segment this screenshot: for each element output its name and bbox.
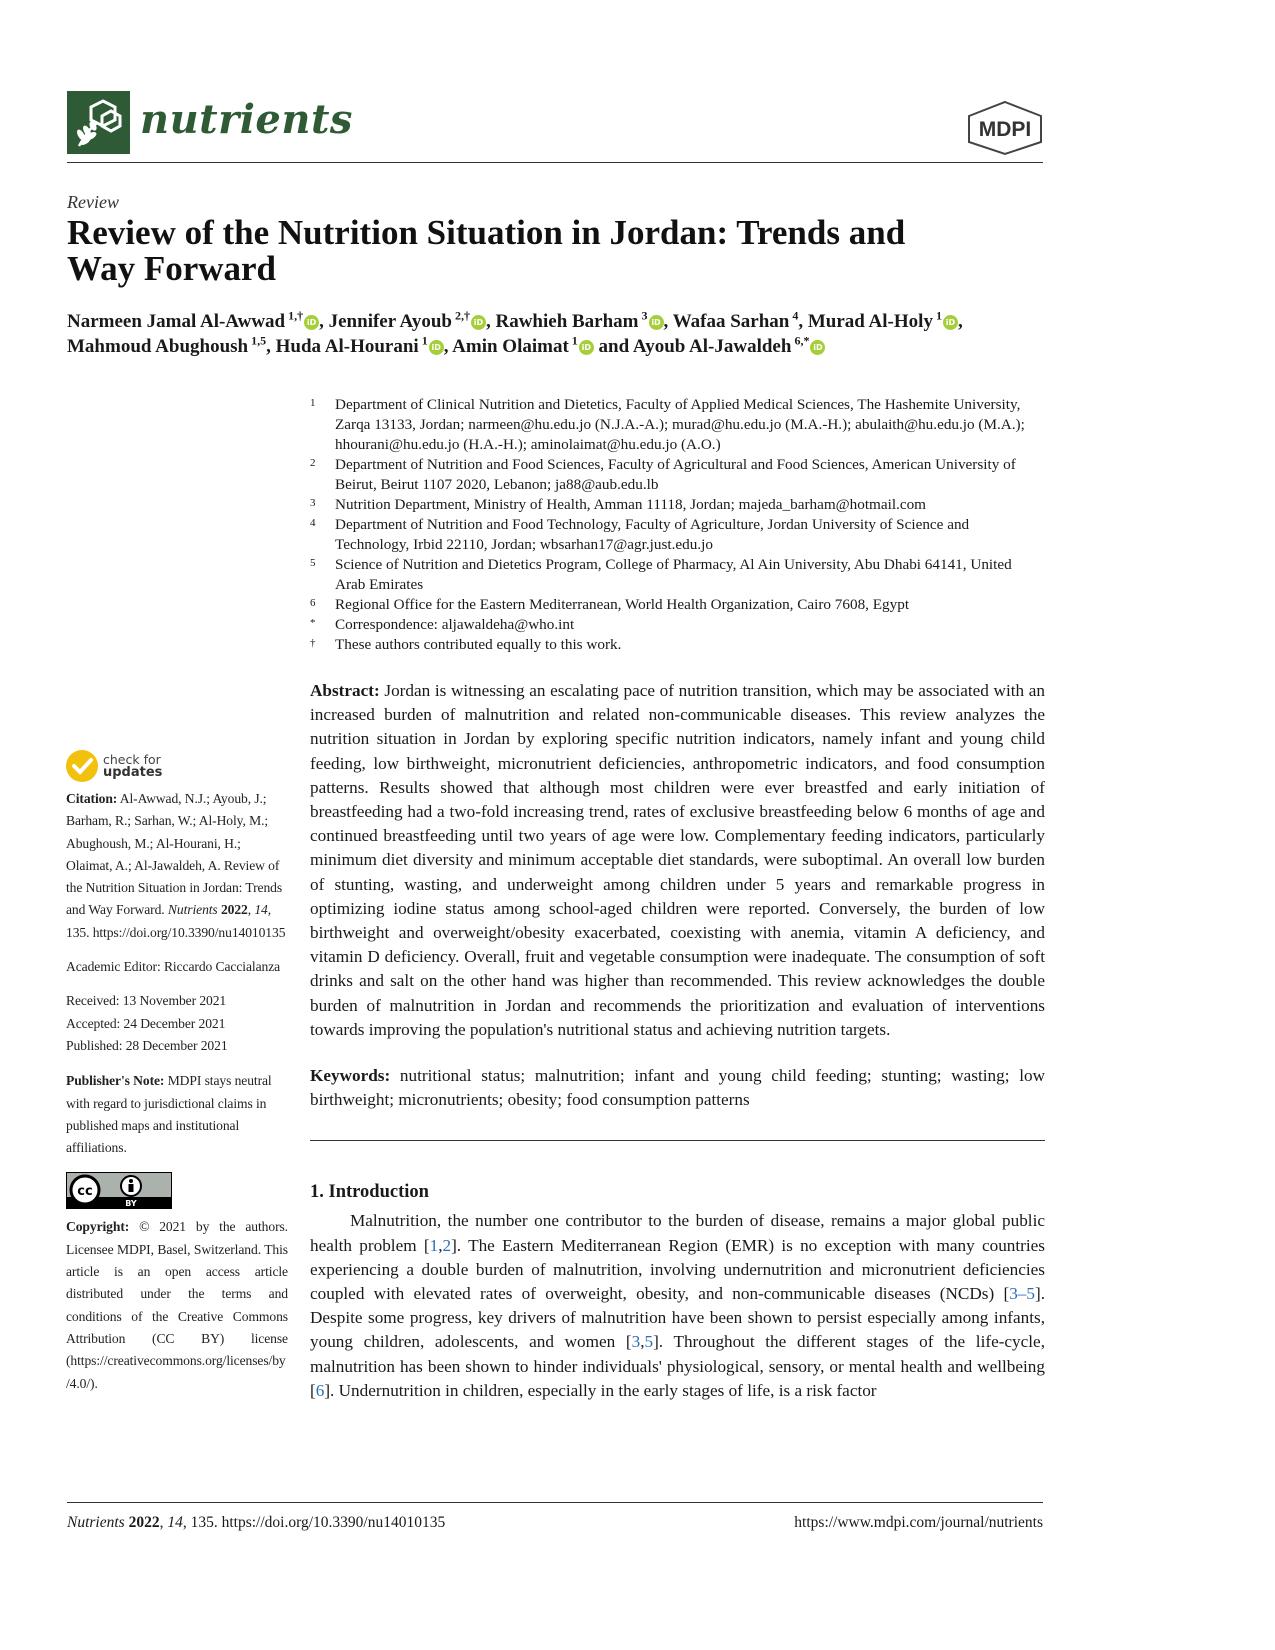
author-affiliation-sup: 6,* [791, 333, 810, 348]
author-affiliation-sup: 1 [568, 333, 578, 348]
citation-link[interactable]: 5 [644, 1332, 654, 1352]
intro-text: Malnutrition, the number one contributor to the burden of disease, remains a major global public health problem [ [310, 1211, 1045, 1255]
keywords-label: Keywords: [310, 1066, 391, 1086]
abstract [310, 679, 1045, 1042]
check-for-updates-button[interactable] [66, 750, 288, 782]
affiliation-number: 6 [310, 597, 316, 609]
mdpi-logo [965, 100, 1045, 160]
citation-journal: Nutrients [167, 902, 218, 918]
author-affiliation-sup: 2,† [451, 308, 470, 323]
footer-citation: Nutrients 2022, 14, 135. https://doi.org/10.3390/nu14010135 [67, 1514, 446, 1531]
intro-text: , [640, 1332, 645, 1352]
check-updates-line1: check for [103, 752, 161, 767]
affiliation-number: † [310, 637, 316, 649]
intro-text: ]. Despite some progress, key drivers of malnutrition have been shown to persist especially among infants, young children, adolescents, and women [ [310, 1284, 1045, 1352]
affiliation-number: 5 [310, 557, 316, 569]
affiliation-text: Nutrition Department, Ministry of Health, Amman 11118, Jordan; majeda_barham@hotmail.com [335, 496, 926, 513]
citation-link[interactable]: 3–5 [1009, 1284, 1035, 1304]
affiliation-item [310, 595, 1045, 615]
citation-year: 2022 [220, 902, 248, 918]
publishers-note-label: Publisher's Note: [66, 1073, 165, 1089]
citation-link[interactable]: 2 [442, 1235, 452, 1255]
copyright-text: © 2021 by the authors. Licensee MDPI, Basel, Switzerland. This article is an open access article distributed under the terms and conditions of the Creative Commons Attribution (CC BY) license (https://creativecommons.org/licenses/by/4.0/). [66, 1219, 288, 1391]
affiliation-number: * [310, 617, 316, 629]
section-heading: 1. Introduction [310, 1182, 429, 1203]
mdpi-logo-text: MDPI [978, 118, 1032, 141]
affiliation-text: Department of Nutrition and Food Technology, Faculty of Agriculture, Jordan University of Science and Technology, Irbid 22110, Jordan; wbsarhan17@agr.just.edu.jo [335, 516, 970, 553]
article-header [67, 191, 1047, 359]
citation-doi[interactable]: , 135. https://doi.org/10.3390/nu14010135 [66, 902, 286, 940]
affiliation-text: Correspondence: aljawaldeha@who.int [335, 616, 575, 633]
author-affiliation-sup: 1 [418, 333, 428, 348]
cc-by-license-badge[interactable] [66, 1172, 172, 1209]
orcid-icon[interactable]: iD [471, 315, 486, 330]
cc-by-label: BY [125, 1199, 137, 1209]
citation-volume: 14 [254, 902, 268, 918]
keywords [310, 1064, 1045, 1112]
journal-name: nutrients [140, 96, 353, 143]
orcid-icon[interactable]: iD [429, 340, 444, 355]
main-column [310, 395, 1045, 1403]
author-affiliation-sup: 4 [789, 308, 799, 323]
copyright-label: Copyright: [66, 1219, 130, 1235]
footer-volume: 14 [167, 1514, 183, 1531]
author-name: Rawhieh Barham [495, 311, 639, 332]
orcid-icon[interactable]: iD [304, 315, 319, 330]
citation-text: Al-Awwad, N.J.; Ayoub, J.; Barham, R.; Sarhan, W.; Al-Holy, M.; Abughoush, M.; Al-Hourani, H.; Olaimat, A.; Al-Jawaldeh, A. Review of the Nutrition Situation in Jordan: Trends and Way Forward. [66, 791, 283, 918]
svg-text:cc: cc [77, 1184, 93, 1200]
orcid-icon[interactable]: iD [649, 315, 664, 330]
author-name: Ayoub Al-Jawaldeh [632, 336, 792, 357]
author-affiliation-sup: 1,† [285, 308, 304, 323]
author-name: Narmeen Jamal Al-Awwad [67, 311, 286, 332]
article-type: Review [67, 192, 119, 212]
affiliation-text: These authors contributed equally to this work. [335, 636, 622, 653]
affiliation-item [310, 635, 1045, 655]
copyright-block [66, 1216, 288, 1394]
author-affiliation-sup: 1 [932, 308, 942, 323]
abstract-text: Jordan is witnessing an escalating pace of nutrition transition, which may be associated with an increased burden of malnutrition and related non-communicable diseases. This review analyzes the nutrition situation in Jordan by exploring specific nutrition indicators, namely infant and young child feeding, low birthweight, micronutrient deficiencies, anthropometric indicators, and food consumption patterns. Results showed that although most children were ever breastfed and early initiation of breastfeeding had a two-fold increasing trend, rates of exclusive breastfeeding below 6 months of age and continued breastfeeding until two years of age were low. Complementary feeding indicators, particularly minimum diet diversity and minimum acceptable diet standards, were suboptimal. An overall low burden of stunting, wasting, and underweight among children under 5 years and remarkable progress in optimizing iodine status among school-aged children were reported. Conversely, the burden of low birthweight and overweight/obesity exacerbated, coexisting with anemia, vitamin A deficiency, and vitamin D deficiency. Overall, fruit and vegetable consumption were inadequate. The consumption of soft drinks and salt on the other hand was higher than recommended. This review acknowledges the double burden of malnutrition in Jordan and recommends the prioritization and evaluation of interventions towards improving the population's nutritional status and achieving nutrition targets. [310, 681, 1046, 1039]
footer-year: 2022 [128, 1514, 160, 1531]
intro-text: ]. The Eastern Mediterranean Region (EMR) is no exception with many countries experiencing a double burden of malnutrition, involving undernutrition and micronutrient deficiencies coupled with elevated rates of overweight, obesity, and non-communicable diseases (NCDs) [ [310, 1235, 1045, 1304]
affiliation-number: 3 [310, 497, 316, 509]
affiliation-number: 4 [310, 517, 316, 529]
author-affiliation-sup: 1,5 [248, 333, 267, 348]
affiliation-number: 2 [310, 457, 316, 469]
affiliations [310, 395, 1045, 655]
check-updates-line2: updates [103, 765, 163, 780]
affiliation-item [310, 615, 1045, 635]
introduction-paragraph [310, 1209, 1045, 1403]
orcid-icon[interactable]: iD [810, 340, 825, 355]
citation-label: Citation: [66, 791, 118, 806]
check-updates-icon [66, 750, 98, 782]
author-name: Mahmoud Abughoush [67, 336, 249, 357]
author-affiliation-sup: 3 [638, 308, 648, 323]
received-date: Received: 13 November 2021 [66, 993, 227, 1009]
sidebar [66, 750, 288, 1395]
affiliation-text: Department of Nutrition and Food Sciences, Faculty of Agricultural and Food Sciences, American University of Beirut, Beirut 1107 2020, Lebanon; ja88@aub.edu.lb [335, 456, 1016, 493]
author-list-line-2: Mahmoud Abughoush $^{1,5}$, Huda Al-Hourani $^1$ iD , Amin Olaimat $^1$ iD and Ayoub Al-Jawaldeh $^{6,*}$ iD [67, 334, 1047, 359]
publishers-note [66, 1070, 288, 1159]
citation-link[interactable]: 3 [631, 1332, 641, 1352]
journal-logo-icon [67, 91, 130, 154]
affiliation-item [310, 455, 1045, 495]
academic-editor: Academic Editor: Riccardo Caccialanza [66, 959, 281, 975]
citation-block: Citation: Al-Awwad, N.J.; Ayoub, J.; Barham, R.; Sarhan, W.; Al-Holy, M.; Abughoush, M.; Al-Hourani, H.; Olaimat, A.; Al-Jawaldeh, A. Review of the Nutrition Situation in Jordan: Trends and Way Forward. Nutrients 2022, 14, 135. https://doi.org/10.3390/nu14010135 [66, 791, 286, 940]
orcid-icon[interactable]: iD [579, 340, 594, 355]
article-title: Review of the Nutrition Situation in Jordan: Trends and Way Forward [67, 213, 906, 288]
footer-journal-url[interactable]: https://www.mdpi.com/journal/nutrients [794, 1514, 1043, 1531]
footer-divider [67, 1502, 1043, 1503]
abstract-label: Abstract: [310, 681, 380, 700]
author-list-line-1: Narmeen Jamal Al-Awwad $^{1,\dagger}$ iD , Jennifer Ayoub $^{2,\dagger}$ iD , Rawhieh Barham $^3$ iD , Wafaa Sarhan $^4$, Murad Al-Holy $^1$ iD , [67, 308, 963, 332]
keywords-text: nutritional status; malnutrition; infant and young child feeding; stunting; wasting; low birthweight; micronutrients; obesity; food consumption patterns [310, 1066, 1046, 1110]
intro-text: ]. Throughout the different stages of the life-cycle, malnutrition has been shown to hinder individuals' physiological, sensory, or mental health and wellbeing [ [310, 1332, 1045, 1400]
affiliation-item [310, 495, 1045, 515]
header-divider [67, 162, 1043, 163]
accepted-date: Accepted: 24 December 2021 [66, 1015, 226, 1031]
affiliation-item [310, 515, 1045, 555]
footer-doi[interactable]: , 135. https://doi.org/10.3390/nu14010135 [182, 1514, 446, 1531]
author-name: Jennifer Ayoub [328, 311, 452, 332]
section-divider [310, 1140, 1045, 1141]
affiliation-text: Department of Clinical Nutrition and Dietetics, Faculty of Applied Medical Sciences, The Hashemite University, Zarqa 13133, Jordan; narmeen@hu.edu.jo (N.J.A.-A.); murad@hu.edu.jo (M.A.-H.); abulaith@hu.edu.jo (M.A.); hhourani@hu.edu.jo (H.A.-H.); aminolaimat@hu.edu.jo (A.O.) [335, 396, 1025, 453]
affiliation-text: Science of Nutrition and Dietetics Program, College of Pharmacy, Al Ain University, Abu Dhabi 64141, United Arab Emirates [335, 556, 1012, 593]
citation-link[interactable]: 6 [315, 1380, 325, 1400]
intro-text: ]. Undernutrition in children, especially in the early stages of life, is a risk factor [324, 1380, 877, 1400]
footer-journal: Nutrients [67, 1514, 125, 1531]
citation-link[interactable]: 1 [429, 1235, 439, 1255]
affiliation-text: Regional Office for the Eastern Mediterranean, World Health Organization, Cairo 7608, Egypt [335, 596, 910, 613]
author-name: Wafaa Sarhan [672, 311, 790, 332]
author-name: Amin Olaimat [452, 336, 569, 357]
publishers-note-text: MDPI stays neutral with regard to jurisdictional claims in published maps and institutional affiliations. [66, 1073, 272, 1156]
author-name: Murad Al-Holy [807, 311, 933, 332]
affiliation-item [310, 555, 1045, 595]
affiliation-number: 1 [310, 397, 316, 409]
intro-text: , [438, 1235, 443, 1255]
author-name: Huda Al-Hourani [275, 336, 419, 357]
orcid-icon[interactable]: iD [943, 315, 958, 330]
affiliation-item [310, 395, 1045, 455]
published-date: Published: 28 December 2021 [66, 1037, 228, 1053]
